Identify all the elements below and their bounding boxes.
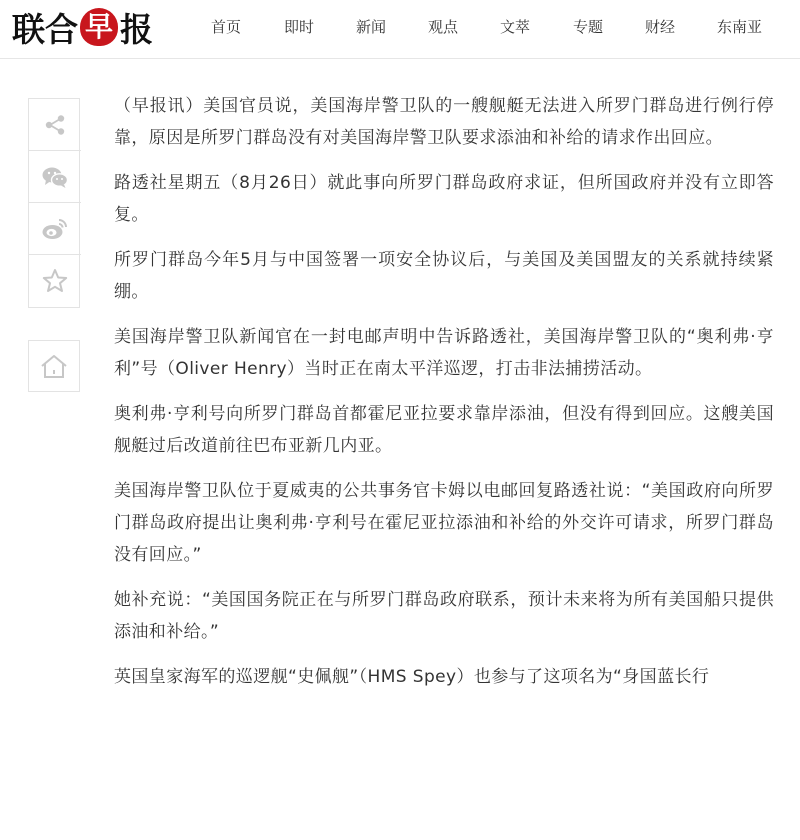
logo-seal: 早 <box>80 8 118 46</box>
favorite-button[interactable] <box>29 255 81 307</box>
article-paragraph: （早报讯）美国官员说，美国海岸警卫队的一艘舰艇无法进入所罗门群岛进行例行停靠，原因是所罗门群岛没有对美国海岸警卫队要求添油和补给的请求作出回应。 <box>114 96 774 148</box>
nav-item-home[interactable]: 首页 <box>211 18 242 36</box>
share-sidebar <box>28 98 80 392</box>
nav-item-opinion[interactable]: 观点 <box>428 18 459 36</box>
article-paragraph: 奥利弗·亨利号向所罗门群岛首都霍尼亚拉要求靠岸添油，但没有得到回应。这艘美国舰艇过后改道前往巴布亚新几内亚。 <box>114 404 774 456</box>
nav-item-finance[interactable]: 财经 <box>645 18 676 36</box>
article-paragraph: 她补充说：“美国国务院正在与所罗门群岛政府联系，预计未来将为所有美国船只提供添油和补给。” <box>114 590 774 642</box>
article-paragraph: 美国海岸警卫队新闻官在一封电邮声明中告诉路透社，美国海岸警卫队的“奥利弗·亨利”号（Oliver Henry）当时正在南太平洋巡逻，打击非法捕捞活动。 <box>114 327 774 379</box>
bottom-fade <box>0 820 800 840</box>
article-paragraph: 所罗门群岛今年5月与中国签署一项安全协议后，与美国及美国盟友的关系就持续紧绷。 <box>114 250 774 302</box>
article-paragraph: 美国海岸警卫队位于夏威夷的公共事务官卡姆以电邮回复路透社说：“美国政府向所罗门群岛政府提出让奥利弗·亨利号在霍尼亚拉添油和补给的外交许可请求，所罗门群岛没有回应。” <box>114 481 774 565</box>
logo-text-bao: 报 <box>120 9 153 49</box>
nav-item-news[interactable]: 新闻 <box>356 18 387 36</box>
star-icon <box>42 268 68 294</box>
logo-text-lianhe: 联合 <box>12 9 78 49</box>
nav-item-special[interactable]: 专题 <box>573 18 604 36</box>
home-button[interactable] <box>28 340 80 392</box>
wechat-icon <box>41 165 69 189</box>
article-paragraph: 英国皇家海军的巡逻舰“史佩舰”（HMS Spey）也参与了这项名为“身国蓝长行 <box>114 667 710 687</box>
home-icon <box>40 353 68 379</box>
wechat-share-button[interactable] <box>29 151 81 203</box>
nav-item-digest[interactable]: 文萃 <box>500 18 531 36</box>
site-logo[interactable] <box>12 6 153 48</box>
article-paragraph: 路透社星期五（8月26日）就此事向所罗门群岛政府求证，但所国政府并没有立即答复。 <box>114 173 774 225</box>
weibo-icon <box>41 217 69 241</box>
article-body <box>114 90 774 706</box>
share-icon <box>43 113 67 137</box>
site-header <box>0 0 800 59</box>
weibo-share-button[interactable] <box>29 203 81 255</box>
share-group <box>28 98 80 308</box>
nav-item-sea[interactable]: 东南亚 <box>717 18 763 36</box>
share-button[interactable] <box>29 99 81 151</box>
nav-item-instant[interactable]: 即时 <box>284 18 315 36</box>
